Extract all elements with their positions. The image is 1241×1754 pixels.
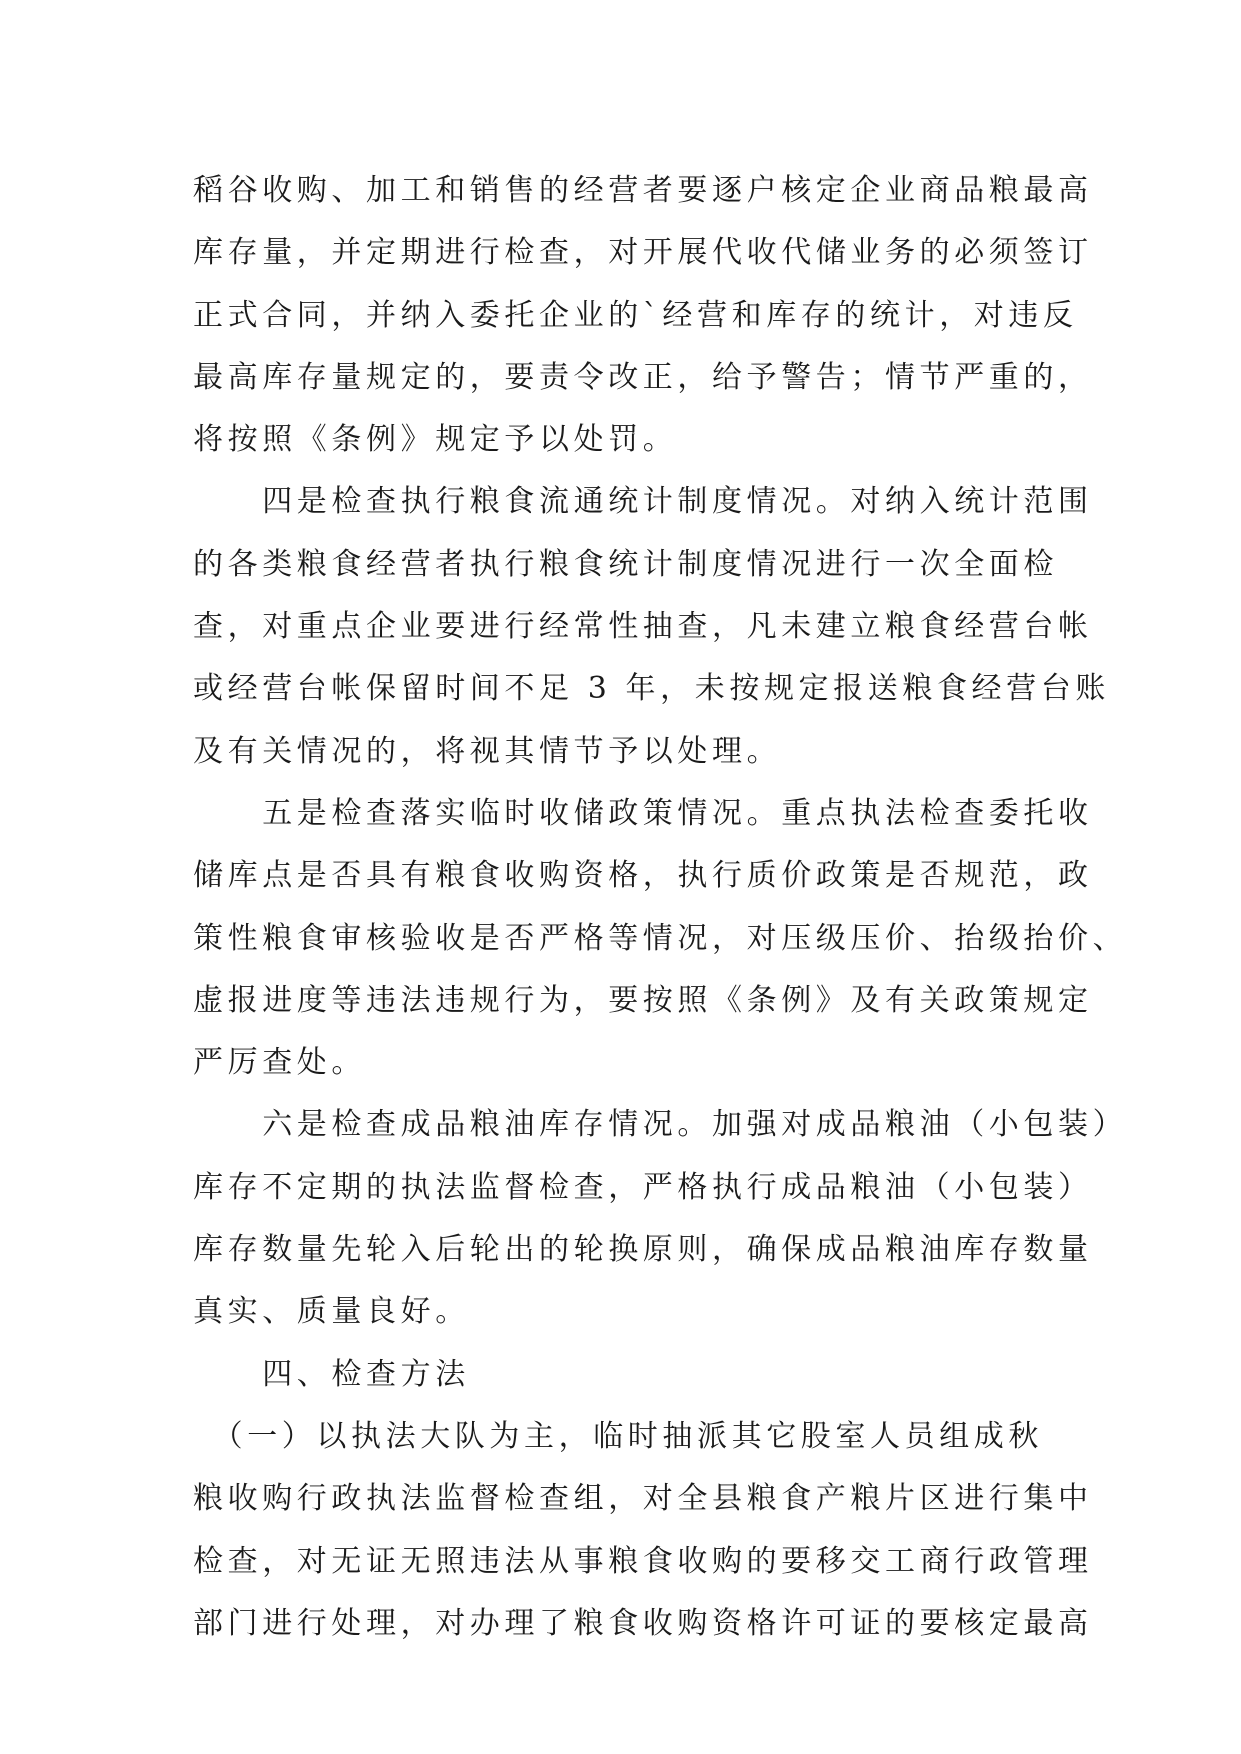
section-heading-inspection-method: 四、检查方法: [193, 1356, 470, 1392]
text-line: 虚报进度等违法违规行为，要按照《条例》及有关政策规定: [193, 982, 1093, 1018]
paragraph-four-heading-line: 四是检查执行粮食流通统计制度情况。对纳入统计范围: [193, 484, 1093, 520]
text-line: 严厉查处。: [193, 1045, 366, 1081]
text-line: 库存数量先轮入后轮出的轮换原则，确保成品粮油库存数量: [193, 1232, 1093, 1268]
text-line: 储库点是否具有粮食收购资格，执行质价政策是否规范，政: [193, 858, 1093, 894]
text-line: 库存不定期的执法监督检查，严格执行成品粮油（小包装）: [193, 1169, 1093, 1205]
text-line: 策性粮食审核验收是否严格等情况，对压级压价、抬级抬价、: [193, 920, 1128, 956]
text-line: 的各类粮食经营者执行粮食统计制度情况进行一次全面检: [193, 546, 1058, 582]
text-line: 最高库存量规定的，要责令改正，给予警告；情节严重的，: [193, 359, 1093, 395]
text-line: 库存量，并定期进行检查，对开展代收代储业务的必须签订: [193, 235, 1093, 271]
text-line: 及有关情况的，将视其情节予以处理。: [193, 733, 782, 769]
document-body: [193, 160, 1128, 1655]
text-line: 检查，对无证无照违法从事粮食收购的要移交工商行政管理: [193, 1543, 1093, 1579]
text-line: 真实、质量良好。: [193, 1294, 470, 1330]
text-line: 稻谷收购、加工和销售的经营者要逐户核定企业商品粮最高: [193, 173, 1093, 208]
paragraph-six-heading-line: 六是检查成品粮油库存情况。加强对成品粮油（小包装）: [193, 1107, 1128, 1143]
paragraph-five-heading-line: 五是检查落实临时收储政策情况。重点执法检查委托收: [193, 795, 1093, 831]
text-line: 部门进行处理，对办理了粮食收购资格许可证的要核定最高: [193, 1605, 1093, 1641]
text-line: 将按照《条例》规定予以处罚。: [193, 422, 678, 458]
text-line: 正式合同，并纳入委托企业的`经营和库存的统计，对违反: [193, 297, 1078, 333]
sub-item-one-line: （一）以执法大队为主，临时抽派其它股室人员组成秋: [193, 1418, 1043, 1454]
text-line: 或经营台帐保留时间不足 3 年，未按规定报送粮食经营台账: [193, 671, 1110, 707]
text-line: 粮收购行政执法监督检查组，对全县粮食产粮片区进行集中: [193, 1481, 1093, 1517]
text-line: 查，对重点企业要进行经常性抽查，凡未建立粮食经营台帐: [193, 609, 1093, 645]
